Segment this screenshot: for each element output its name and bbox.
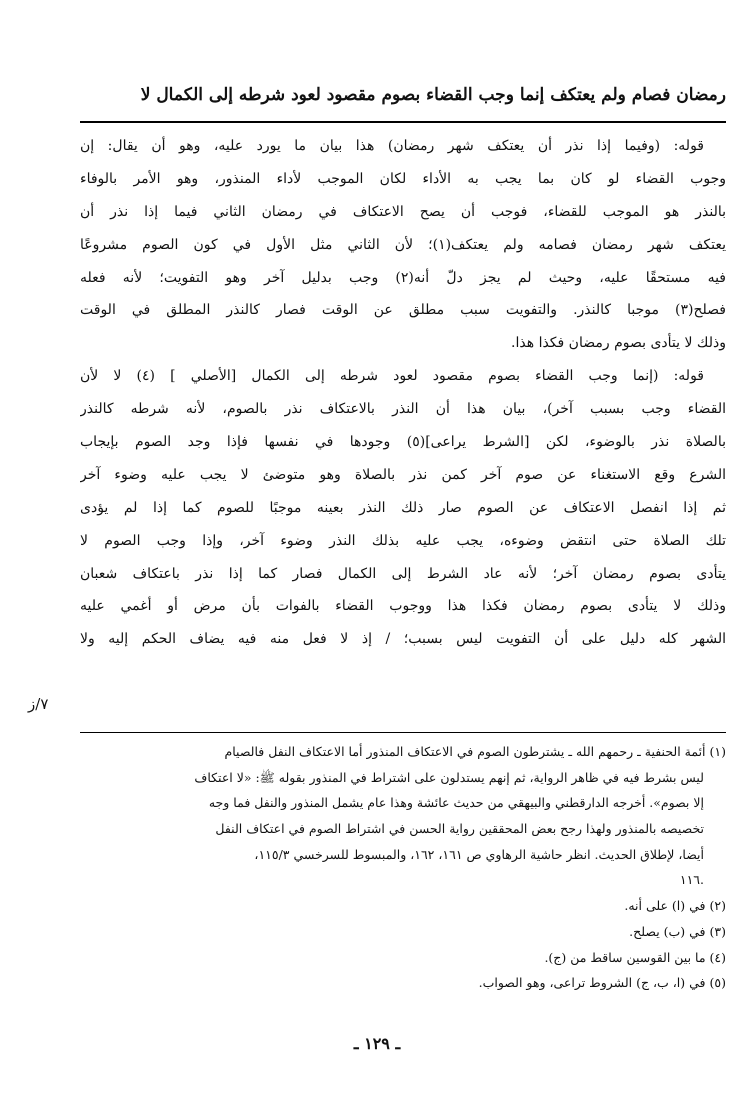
text-line: ثم إذا انفصل الاعتكاف عن الصوم صار ذلك النذر بعينه موجبًا للصوم كما إذا لم يؤدى — [80, 499, 726, 516]
header-rule — [80, 121, 726, 123]
footnote-line: (٣) في (ب) يصلح. — [629, 923, 726, 939]
main-text — [80, 130, 726, 656]
footnote-line: .١١٦ — [679, 872, 704, 888]
footnote-line: إلا بصوم». أخرجه الدارقطني والبيهقي من حديث عائشة وهذا عام يشمل المنذور والنفل فما وجه — [208, 795, 704, 811]
text-line: فيه مستحقًا عليه، وحيث لم يجز دلّ أنه(٢) وجب بدليل آخر وهو التفويت؛ لأنه فعله — [80, 269, 726, 286]
footnote-line: (٤) ما بين القوسين ساقط من (ج). — [544, 949, 726, 965]
text-line: وجوب القضاء لو كان بما يجب به الأداء لكان الموجب لأداء المنذور، وهو الأمر بالوفاء — [80, 170, 726, 187]
text-line: وذلك لا يتأدى بصوم رمضان فكذا هذا. — [511, 335, 726, 352]
footnote-line: (٥) في (ا، ب، ج) الشروط تراعى، وهو الصواب. — [478, 975, 726, 991]
text-line: وذلك لا يتأدى بصوم رمضان فكذا هذا ووجوب القضاء بالفوات بأن مرض أو أغمي عليه — [80, 598, 726, 615]
text-line: القضاء وجب بسبب آخر)، بيان هذا أن النذر بالاعتكاف نذر بالصوم، لأنه شرطه كالنذر — [80, 401, 726, 418]
text-line: فصلح(٣) موجبا كالنذر. والتفويت سبب مطلق عن الوقت فصار كالنذر المطلق في الوقت — [80, 302, 726, 319]
text-line: بالنذر هو الموجب للقضاء، فوجب أن يصح الاعتكاف في رمضان الثاني فيما إذا نذر أن — [80, 203, 726, 220]
footnote-rule — [80, 732, 726, 733]
footnote-line: ليس بشرط فيه في ظاهر الرواية، ثم إنهم يستدلون على اشتراط في المنذور بقوله ﷺ: «لا اعتكاف — [194, 769, 704, 785]
margin-folio-note: ٧/ز — [28, 695, 49, 713]
footnote-line: أيضا، لإطلاق الحديث. انظر حاشية الرهاوي ص ١٦١، ١٦٢، والمبسوط للسرخسي ١١٥/٣، — [254, 846, 704, 862]
text-line: الشرع وقع الاستغناء عن صوم آخر كمن نذر بالصلاة وهو متوضئ لا يجب عليه وضوء آخر — [80, 466, 726, 483]
footnote-line: تخصيصه بالمنذور ولهذا رجح بعض المحققين رواية الحسن في اشتراط الصوم في اعتكاف النفل — [215, 821, 704, 837]
text-line: يعتكف شهر رمضان فصامه ولم يعتكف(١)؛ لأن الثاني مثل الأول في كون الصوم مشروعًا — [80, 236, 726, 253]
footnote-line: (٢) في (ا) على أنه. — [624, 898, 726, 914]
text-line: بالصلاة نذر بالوضوء، لكن [الشرط يراعى](٥) وجودها في نفسها فإذا وجد الصوم بإيجاب — [80, 434, 726, 451]
page-number: ـ ١٢٩ ـ — [353, 1034, 401, 1053]
text-line: تلك الصلاة حتى انتقض وضوءه، يجب عليه بذلك النذر وضوء آخر، وإذا وجب الصوم لا — [80, 532, 726, 549]
running-header: رمضان فصام ولم يعتكف إنما وجب القضاء بصوم مقصود لعود شرطه إلى الكمال لا — [140, 85, 726, 105]
text-line: قوله: (إنما وجب القضاء بصوم مقصود لعود شرطه إلى الكمال [الأصلي ] (٤) لا لأن — [80, 368, 704, 385]
text-line: يتأدى بصوم رمضان آخر؛ لأنه عاد الشرط إلى الكمال فصار كما إذا نذر باعتكاف شعبان — [80, 565, 726, 582]
text-line: الشهر كله دليل على أن التفويت ليس بسبب؛ / إذ لا فعل منه فيه يضاف الحكم إليه ولا — [80, 631, 726, 648]
text-line: قوله: (وفيما إذا نذر أن يعتكف شهر رمضان) هذا بيان ما يورد عليه، وهو أن يقال: إن — [80, 138, 704, 154]
footnote-line: (١) أئمة الحنفية ـ رحمهم الله ـ يشترطون الصوم في الاعتكاف المنذور أما الاعتكاف النفل فالصيام — [224, 744, 726, 759]
footnotes — [80, 739, 726, 996]
